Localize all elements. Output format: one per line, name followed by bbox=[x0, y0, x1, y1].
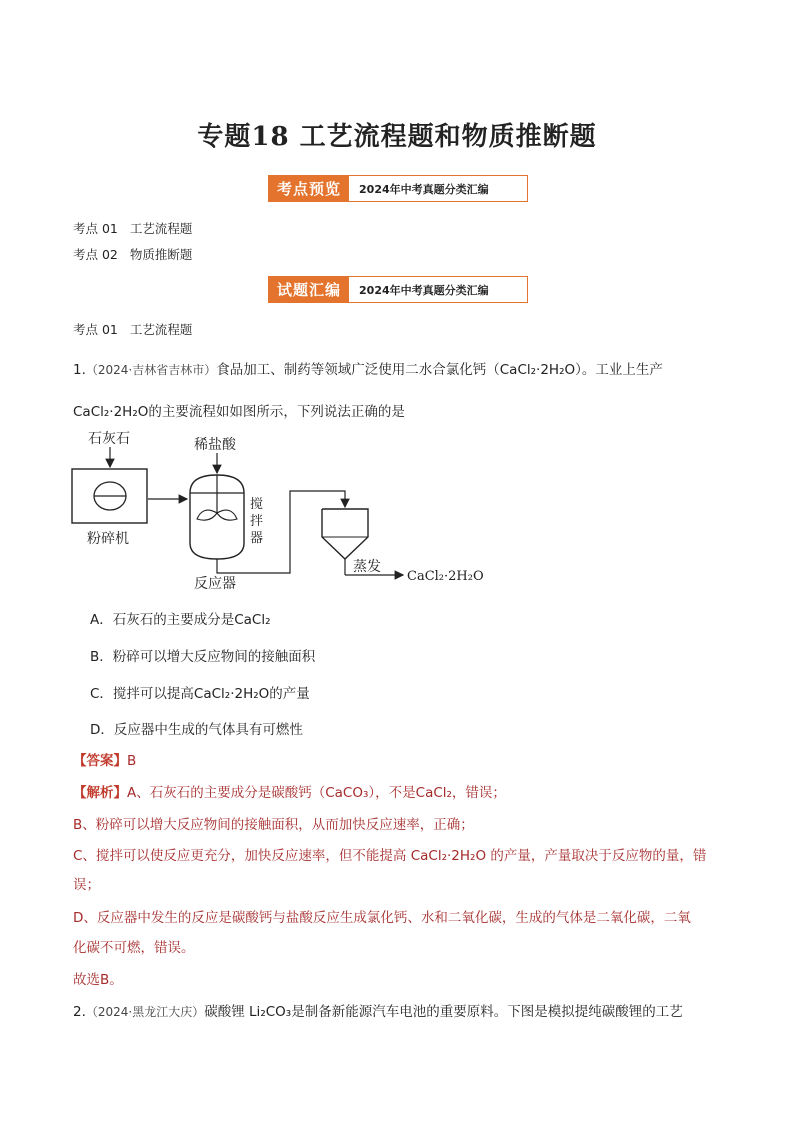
reactor-label: 反应器 bbox=[194, 576, 236, 592]
stirrer-label: 拌 bbox=[250, 514, 264, 529]
stirrer-blade bbox=[197, 510, 217, 520]
section-num: 考点 01 bbox=[73, 322, 118, 337]
section-heading bbox=[73, 320, 192, 338]
stirrer-blade bbox=[217, 510, 237, 520]
analysis-line: 化碳不可燃，错误。 bbox=[73, 940, 195, 956]
stirrer-label: 搅 bbox=[250, 497, 264, 512]
question-number: 1. bbox=[73, 362, 86, 378]
banner-tag: 试题汇编 bbox=[269, 277, 349, 302]
analysis-line: 误； bbox=[73, 877, 100, 893]
banner-subtitle: 2024年中考真题分类汇编 bbox=[359, 182, 489, 196]
preview-banner bbox=[268, 175, 528, 202]
analysis-line: C、搅拌可以使反应更充分，加快反应速率，但不能提高 CaCl₂·2H₂O 的产量，产量取决于反应物的量，错 bbox=[73, 848, 707, 864]
question-text: 食品加工、制药等领域广泛使用二水合氯化钙（CaCl₂·2H₂O）。工业上生产 bbox=[216, 362, 663, 378]
question-source: （2024·黑龙江大庆） bbox=[85, 1005, 205, 1019]
toc-item bbox=[73, 245, 192, 263]
page-title: 专题18 工艺流程题和物质推断题 bbox=[197, 122, 597, 152]
banner-subtitle: 2024年中考真题分类汇编 bbox=[359, 283, 489, 297]
question-source: （2024·吉林省吉林市） bbox=[85, 363, 217, 377]
option-d[interactable]: D．反应器中生成的气体具有可燃性 bbox=[90, 722, 303, 738]
toc-name: 工艺流程题 bbox=[129, 221, 193, 236]
analysis-line: D、反应器中发生的反应是碳酸钙与盐酸反应生成氯化钙、水和二氧化碳，生成的气体是二氧化碳，二氧 bbox=[73, 910, 691, 926]
option-a[interactable]: A．石灰石的主要成分是CaCl₂ bbox=[90, 612, 271, 628]
toc-num: 考点 02 bbox=[73, 247, 118, 262]
question-number: 2. bbox=[73, 1004, 86, 1020]
arrow-reactor-evaporator bbox=[217, 491, 345, 573]
question-1-stem bbox=[73, 358, 663, 378]
stirrer-label: 器 bbox=[250, 531, 264, 546]
question-1-stem-cont: CaCl₂·2H₂O的主要流程如如图所示，下列说法正确的是 bbox=[73, 404, 405, 420]
analysis-line: 故选B。 bbox=[73, 972, 123, 988]
answer-label: 【答案】 bbox=[73, 753, 127, 769]
toc-item bbox=[73, 219, 192, 237]
limestone-label: 石灰石 bbox=[88, 431, 130, 447]
option-b[interactable]: B．粉碎可以增大反应物间的接触面积 bbox=[90, 649, 316, 665]
product-label: CaCl₂·2H₂O bbox=[407, 569, 484, 584]
section-name: 工艺流程题 bbox=[129, 322, 193, 337]
question-2-stem bbox=[73, 1000, 683, 1020]
analysis-label: 【解析】 bbox=[73, 785, 127, 801]
analysis-line bbox=[73, 781, 506, 801]
process-flow-diagram bbox=[60, 425, 520, 595]
banner-tag: 考点预览 bbox=[269, 176, 349, 201]
evaporator bbox=[322, 509, 368, 559]
evaporate-label: 蒸发 bbox=[353, 559, 381, 575]
answer-value: B bbox=[127, 753, 137, 769]
analysis-text: A、石灰石的主要成分是碳酸钙（CaCO₃），不是CaCl₂，错误； bbox=[127, 785, 506, 801]
option-c[interactable]: C．搅拌可以提高CaCl₂·2H₂O的产量 bbox=[90, 686, 310, 702]
crusher-label: 粉碎机 bbox=[87, 531, 129, 547]
toc-name: 物质推断题 bbox=[129, 247, 193, 262]
exercise-banner bbox=[268, 276, 528, 303]
analysis-line: B、粉碎可以增大反应物间的接触面积，从而加快反应速率，正确； bbox=[73, 817, 474, 833]
acid-label: 稀盐酸 bbox=[194, 437, 236, 453]
answer-line bbox=[73, 749, 136, 769]
question-text: 碳酸锂 Li₂CO₃是制备新能源汽车电池的重要原料。下图是模拟提纯碳酸锂的工艺 bbox=[204, 1004, 683, 1020]
toc-num: 考点 01 bbox=[73, 221, 118, 236]
